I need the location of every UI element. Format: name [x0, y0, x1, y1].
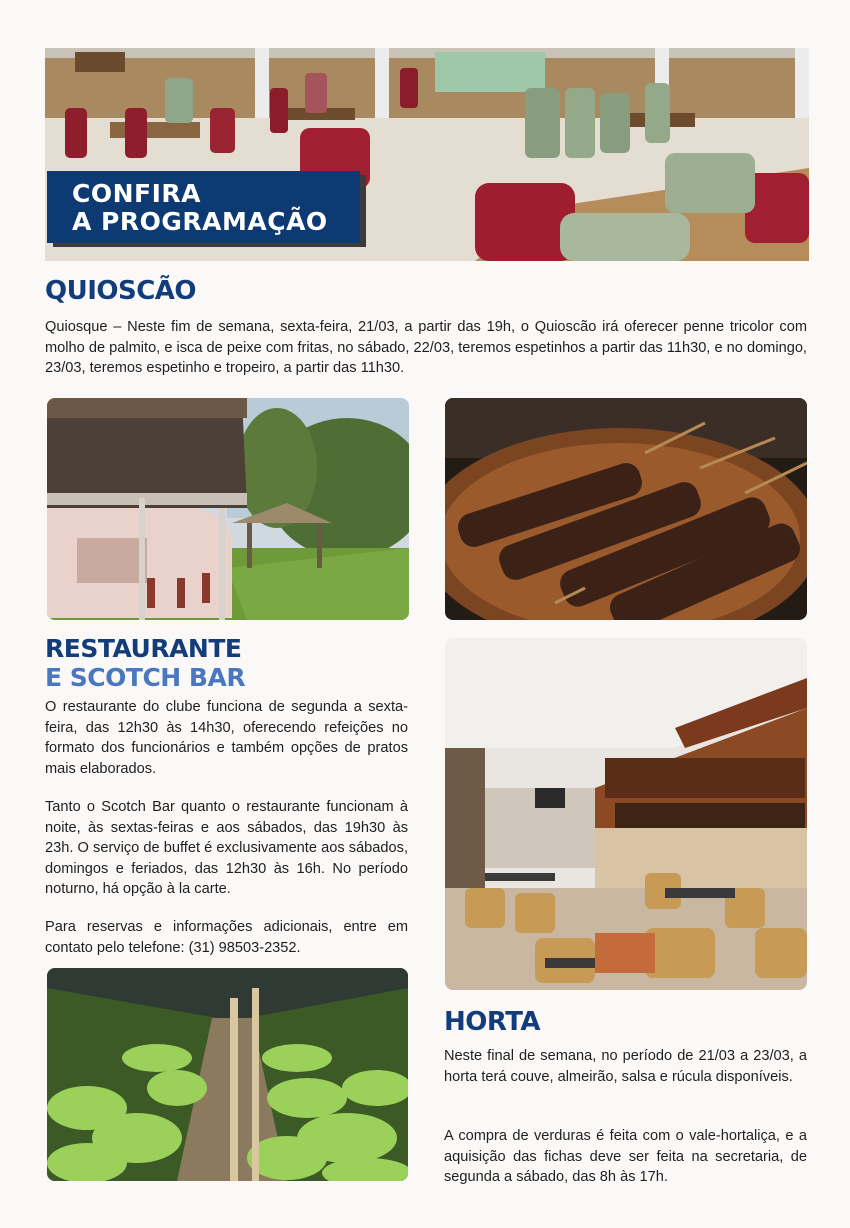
quioscao-text: Quiosque – Neste fim de semana, sexta-feira, 21/03, a partir das 19h, o Quioscão irá oferecer penne tricolor com molho de palmito, e isca de peixe com fritas, no sábado, 22/03, teremos espetinhos a partir das 11h30, e no domingo, 23/03, teremos espetinho e tropeiro, a partir das 11h30. [45, 319, 807, 377]
restaurante-heading-line2: E SCOTCH BAR [45, 663, 246, 692]
restaurante-paragraph-3: Para reservas e informações adicionais, entre em contato pelo telefone: (31) 98503-2352. [45, 919, 408, 956]
banner-line-2: A PROGRAMAÇÃO [72, 207, 328, 236]
restaurante-paragraph-2: Tanto o Scotch Bar quanto o restaurante funcionam à noite, às sextas-feiras e aos sábados, das 19h30 às 23h. O serviço de buffet é exclusivamente aos sábados, domingos e feriados, das 12h30 às 16h. No período noturno, há opção à la carte. [45, 799, 408, 898]
quioscao-heading: QUIOSCÃO [45, 276, 197, 306]
banner-line-1: CONFIRA [72, 179, 202, 208]
scotch-bar-photo [445, 638, 807, 990]
restaurante-heading-line1: RESTAURANTE [45, 634, 242, 663]
horta-paragraph-2: A compra de verduras é feita com o vale-hortaliça, e a aquisição das fichas deve ser feita na secretaria, de segunda a sábado, das 8h às 17h. [444, 1128, 807, 1186]
quiosque-photo [47, 398, 409, 620]
horta-heading: HORTA [444, 1007, 541, 1037]
restaurante-heading [45, 634, 245, 692]
restaurante-paragraph-1: O restaurante do clube funciona de segunda a sexta-feira, das 12h30 às 14h30, oferecendo refeições no formato dos funcionários e também opções de pratos mais elaborados. [45, 699, 408, 777]
horta-photo [47, 968, 408, 1181]
espetinhos-photo [445, 398, 807, 620]
programacao-banner [47, 171, 360, 243]
horta-paragraph-1: Neste final de semana, no período de 21/03 a 23/03, a horta terá couve, almeirão, salsa e rúcula disponíveis. [444, 1048, 807, 1085]
